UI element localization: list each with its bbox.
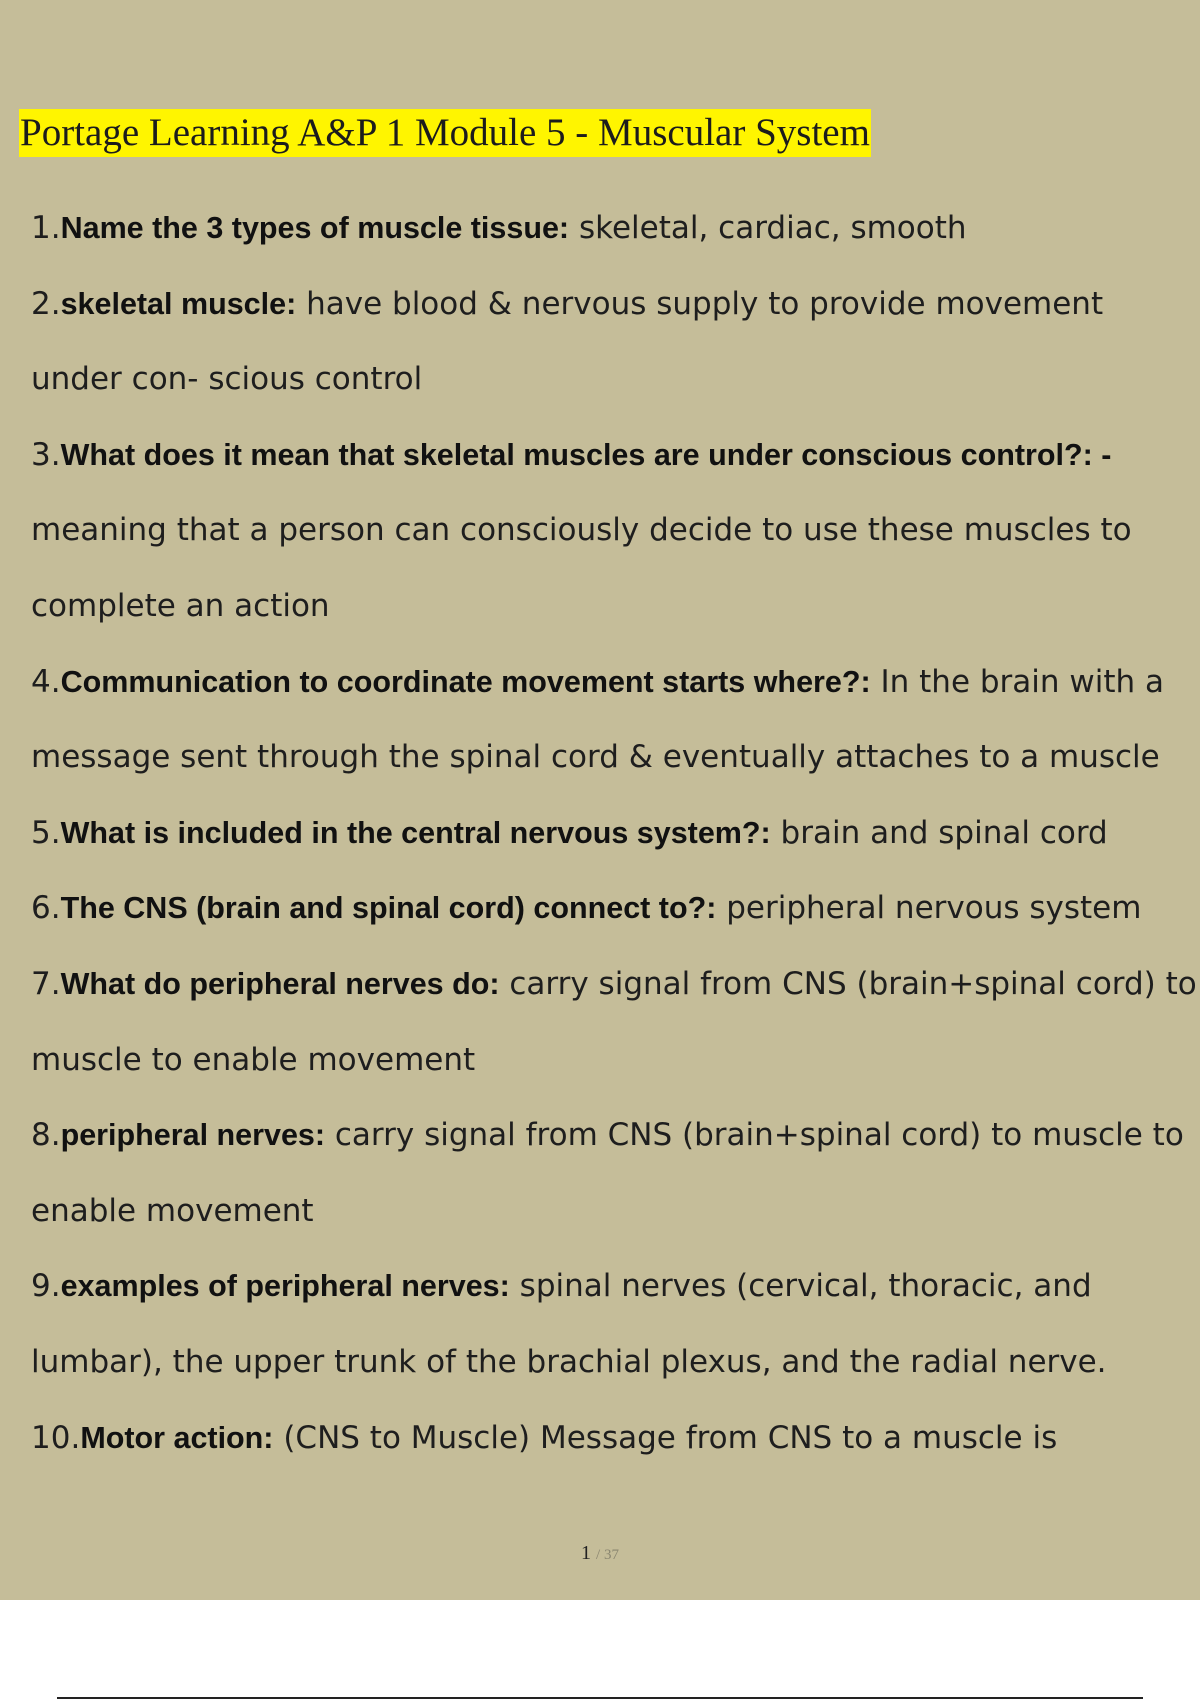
item-term: What do peripheral nerves do: — [60, 966, 500, 1001]
list-item — [31, 1401, 1200, 1477]
item-number: 5. — [31, 814, 61, 851]
item-definition: brain and spinal cord — [770, 814, 1108, 851]
list-item — [31, 1249, 1200, 1400]
list-item — [31, 871, 1200, 947]
item-number: 7. — [31, 965, 61, 1002]
list-item — [31, 645, 1200, 796]
document-title — [19, 109, 871, 157]
item-definition: skeletal, cardiac, smooth — [569, 210, 967, 246]
page-indicator — [0, 1542, 1200, 1565]
total-pages: / 37 — [596, 1547, 619, 1563]
item-term: skeletal muscle: — [60, 286, 297, 321]
item-definition: carry signal from CNS (brain+spinal cord) to muscle to enable movement — [31, 1117, 1184, 1229]
item-number: 2. — [31, 285, 61, 322]
item-number: 8. — [31, 1117, 61, 1154]
item-term: Name the 3 types of muscle tissue: — [60, 211, 570, 245]
list-item — [31, 418, 1200, 645]
item-term: examples of peripheral nerves: — [60, 1269, 510, 1304]
item-number: 4. — [31, 663, 61, 700]
list-item — [31, 1098, 1200, 1249]
item-definition: meaning that a person can consciously decide to use these muscles to complete an action — [31, 512, 1132, 624]
list-item — [31, 267, 1200, 418]
list-item — [31, 947, 1200, 1098]
item-number: 9. — [31, 1268, 61, 1305]
flashcard-list — [31, 191, 1200, 1476]
item-definition: (CNS to Muscle) Message from CNS to a muscle is — [273, 1419, 1058, 1456]
item-definition: carry signal from CNS (brain+spinal cord) to muscle to enable movement — [31, 965, 1197, 1078]
item-number: 3. — [31, 436, 61, 473]
list-item — [31, 191, 1200, 267]
item-definition: In the brain with a message sent through the spinal cord & eventually attaches to a muscle — [31, 663, 1165, 776]
item-term: Communication to coordinate movement starts where?: — [60, 664, 871, 699]
item-definition: spinal nerves (cervical, thoracic, and lumbar), the upper trunk of the brachial plexus, and the radial nerve. — [31, 1268, 1107, 1380]
next-page-divider — [57, 1697, 1143, 1699]
item-definition: peripheral nervous system — [716, 890, 1142, 927]
item-definition: have blood & nervous supply to provide movement under con- scious control — [31, 285, 1104, 398]
item-term: What is included in the central nervous system?: — [60, 815, 771, 850]
title-text: Portage Learning A&P 1 Module 5 - Muscular System — [20, 111, 870, 154]
item-term: The CNS (brain and spinal cord) connect to?: — [60, 891, 717, 926]
item-term: Motor action: — [80, 1420, 274, 1455]
list-item — [31, 796, 1200, 872]
current-page: 1 — [581, 1542, 592, 1564]
item-term: What does it mean that skeletal muscles are under conscious control?: - — [60, 437, 1112, 472]
item-number: 6. — [31, 890, 61, 927]
item-term: peripheral nerves: — [60, 1118, 326, 1153]
item-number: 1. — [31, 210, 61, 246]
item-number: 10. — [31, 1419, 81, 1456]
